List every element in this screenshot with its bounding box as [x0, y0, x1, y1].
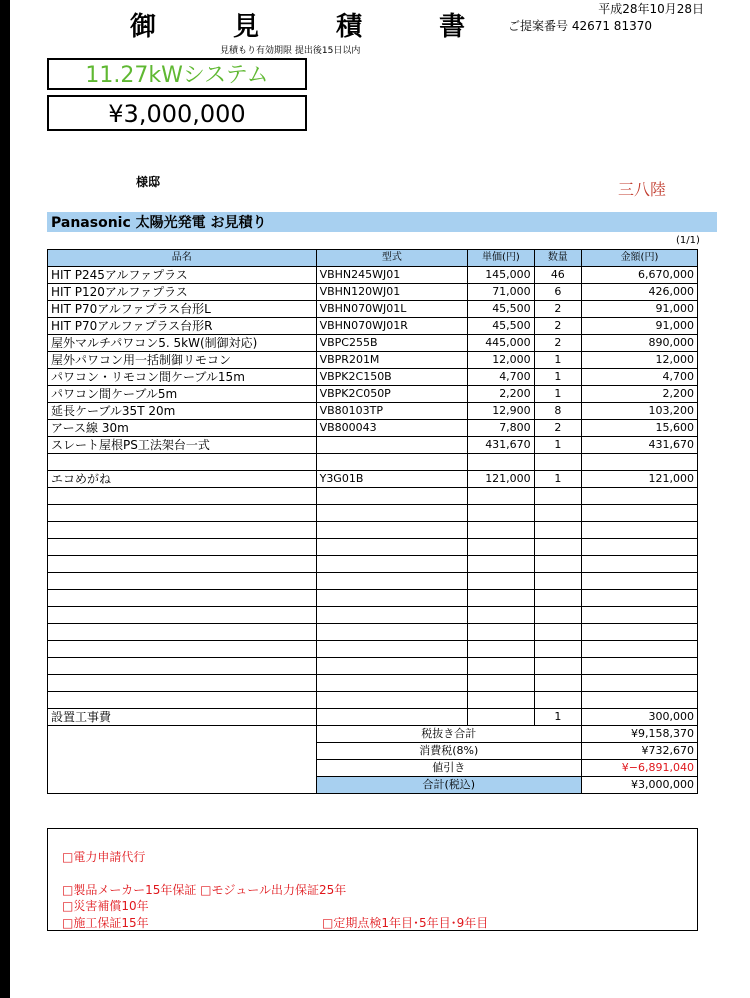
construction-row: [48, 709, 698, 726]
note-item: □施工保証15年: [62, 916, 149, 930]
note-item: □製品メーカー15年保証 □モジュール出力保証25年: [62, 883, 347, 897]
table-row: [48, 369, 698, 386]
discount-label: 値引き: [316, 760, 581, 777]
table-row: [48, 301, 698, 318]
table-row: [48, 267, 698, 284]
section-title: Panasonic 太陽光発電 お見積り: [51, 215, 267, 231]
cell-amount: 890,000: [581, 335, 697, 352]
empty-row: [48, 692, 698, 709]
cell-name: エコめがね: [48, 471, 317, 488]
cell-name: パワコン間ケーブル5m: [48, 386, 317, 403]
cell-name: HIT P70アルファプラス台形R: [48, 318, 317, 335]
left-edge-strip: [0, 0, 10, 998]
cell-model: VBHN070WJ01R: [316, 318, 467, 335]
cell-qty: 2: [534, 420, 581, 437]
construction-amount: 300,000: [581, 709, 697, 726]
header-model: 型式: [316, 250, 467, 267]
cell-amount: 103,200: [581, 403, 697, 420]
quote-table: [47, 249, 698, 794]
cell-model: [316, 437, 467, 454]
table-row: [48, 386, 698, 403]
cell-model: Y3G01B: [316, 471, 467, 488]
table-row: [48, 335, 698, 352]
construction-name: 設置工事費: [48, 709, 317, 726]
cell-name: アース線 30m: [48, 420, 317, 437]
cell-amount: 6,670,000: [581, 267, 697, 284]
cell-unit-price: 2,200: [468, 386, 535, 403]
empty-row: [48, 624, 698, 641]
cell-amount: 91,000: [581, 301, 697, 318]
cell-unit-price: 12,000: [468, 352, 535, 369]
proposal-number: ご提案番号 42671 81370: [508, 19, 652, 33]
cell-amount: 431,670: [581, 437, 697, 454]
tax-value: ¥732,670: [581, 743, 697, 760]
cell-amount: 4,700: [581, 369, 697, 386]
cell-qty: 2: [534, 335, 581, 352]
cell-model: VBPR201M: [316, 352, 467, 369]
tax-label: 消費税(8%): [316, 743, 581, 760]
cell-name: 屋外パワコン用一括制御リモコン: [48, 352, 317, 369]
table-header-row: [48, 250, 698, 267]
cell-unit-price: 7,800: [468, 420, 535, 437]
cell-unit-price: 445,000: [468, 335, 535, 352]
cell-model: [316, 454, 467, 471]
header-qty: 数量: [534, 250, 581, 267]
cell-name: HIT P120アルファプラス: [48, 284, 317, 301]
discount-value: ¥−6,891,040: [581, 760, 697, 777]
cell-model: VBPC255B: [316, 335, 467, 352]
cell-unit-price: 71,000: [468, 284, 535, 301]
cell-name: 屋外マルチパワコン5. 5kW(制御対応): [48, 335, 317, 352]
table-row: [48, 318, 698, 335]
empty-row: [48, 488, 698, 505]
subtotal-value: ¥9,158,370: [581, 726, 697, 743]
cell-unit-price: 121,000: [468, 471, 535, 488]
empty-row: [48, 658, 698, 675]
table-row: [48, 454, 698, 471]
notes-box: [47, 828, 698, 931]
cell-amount: 2,200: [581, 386, 697, 403]
cell-unit-price: 431,670: [468, 437, 535, 454]
cell-qty: [534, 454, 581, 471]
note-item: □電力申請代行: [62, 850, 146, 864]
customer-name: 様邸: [136, 175, 161, 189]
cell-name: [48, 454, 317, 471]
cell-amount: 12,000: [581, 352, 697, 369]
cell-qty: 2: [534, 301, 581, 318]
cell-unit-price: 45,500: [468, 301, 535, 318]
cell-amount: [581, 454, 697, 471]
empty-row: [48, 522, 698, 539]
cell-qty: 1: [534, 437, 581, 454]
empty-row: [48, 607, 698, 624]
cell-name: 延長ケーブル35T 20m: [48, 403, 317, 420]
empty-row: [48, 641, 698, 658]
cell-amount: 91,000: [581, 318, 697, 335]
empty-row: [48, 505, 698, 522]
cell-amount: 121,000: [581, 471, 697, 488]
subtotal-label: 税抜き合計: [316, 726, 581, 743]
cell-model: VBHN120WJ01: [316, 284, 467, 301]
table-row: [48, 471, 698, 488]
table-row: [48, 420, 698, 437]
section-header-bar: [47, 212, 717, 232]
cell-qty: 46: [534, 267, 581, 284]
cell-unit-price: 45,500: [468, 318, 535, 335]
total-label: 合計(税込): [316, 777, 581, 794]
total-value: ¥3,000,000: [581, 777, 697, 794]
cell-name: HIT P245アルファプラス: [48, 267, 317, 284]
cell-model: VBHN245WJ01: [316, 267, 467, 284]
empty-row: [48, 573, 698, 590]
note-item: □災害補償10年: [62, 899, 149, 913]
cropped-stamp-text: 三八陸: [618, 180, 667, 199]
cell-qty: 1: [534, 471, 581, 488]
cell-name: パワコン・リモコン間ケーブル15m: [48, 369, 317, 386]
table-row: [48, 403, 698, 420]
document-title: 御 見 積 書: [130, 12, 500, 42]
validity-note: 見積もり有効期限 提出後15日以内: [220, 46, 361, 56]
cell-model: VBHN070WJ01L: [316, 301, 467, 318]
cell-unit-price: 4,700: [468, 369, 535, 386]
cell-model: VB800043: [316, 420, 467, 437]
cell-qty: 6: [534, 284, 581, 301]
system-name-box: 11.27kWシステム: [47, 58, 307, 90]
cell-model: VBPK2C050P: [316, 386, 467, 403]
table-row: [48, 352, 698, 369]
cell-unit-price: [468, 454, 535, 471]
empty-row: [48, 675, 698, 692]
header-name: 品名: [48, 250, 317, 267]
construction-qty: 1: [534, 709, 581, 726]
empty-row: [48, 556, 698, 573]
cell-amount: 15,600: [581, 420, 697, 437]
cell-name: スレート屋根PS工法架台一式: [48, 437, 317, 454]
empty-row: [48, 539, 698, 556]
total-price-box: ¥3,000,000: [47, 95, 307, 131]
table-row: [48, 437, 698, 454]
cell-qty: 1: [534, 386, 581, 403]
cell-qty: 1: [534, 369, 581, 386]
table-row: [48, 284, 698, 301]
cell-name: HIT P70アルファプラス台形L: [48, 301, 317, 318]
header-unit-price: 単価(円): [468, 250, 535, 267]
cell-unit-price: 145,000: [468, 267, 535, 284]
cell-qty: 2: [534, 318, 581, 335]
cropped-stamp: [618, 170, 684, 199]
subtotal-row: [48, 726, 698, 743]
cell-model: VB80103TP: [316, 403, 467, 420]
page-indicator: (1/1): [676, 235, 700, 246]
empty-row: [48, 590, 698, 607]
cell-qty: 1: [534, 352, 581, 369]
document-date: 平成28年10月28日: [598, 2, 704, 16]
header-amount: 金額(円): [581, 250, 697, 267]
cell-unit-price: 12,900: [468, 403, 535, 420]
cell-qty: 8: [534, 403, 581, 420]
note-item: □定期点検1年目･5年目･9年目: [322, 916, 489, 930]
cell-model: VBPK2C150B: [316, 369, 467, 386]
cell-amount: 426,000: [581, 284, 697, 301]
